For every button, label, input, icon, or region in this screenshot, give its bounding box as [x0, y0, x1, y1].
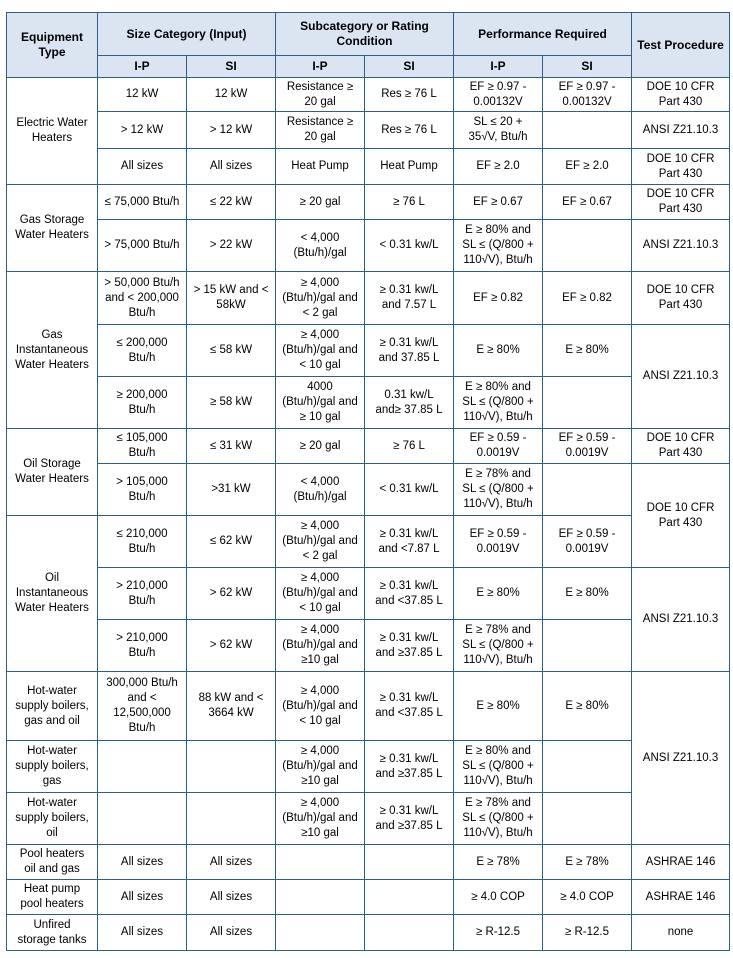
performance-si-cell: ≥ R-12.5: [543, 915, 632, 951]
subcategory-ip-cell: [276, 880, 365, 915]
table-row: [7, 272, 730, 325]
test-procedure-cell: DOE 10 CFR Part 430: [632, 272, 730, 325]
subcategory-ip-cell: ≥ 20 gal: [276, 185, 365, 220]
subcategory-ip-cell: ≥ 4,000 (Btu/h)/gal and < 2 gal: [276, 516, 365, 568]
size-si-cell: ≤ 31 kW: [187, 429, 276, 464]
subcategory-si-cell: < 0.31 kw/L: [365, 464, 454, 516]
subcategory-si-cell: ≥ 0.31 kw/L and 37.85 L: [365, 325, 454, 377]
table-row: [7, 620, 730, 672]
equipment-performance-table: [6, 12, 730, 951]
performance-ip-cell: E ≥ 80% and SL ≤ (Q/800 + 110√V), Btu/h: [454, 220, 543, 272]
test-procedure-cell: ANSI Z21.10.3: [632, 112, 730, 149]
size-ip-cell: > 210,000 Btu/h: [98, 568, 187, 620]
header-test-procedure: Test Procedure: [632, 13, 730, 78]
subcategory-si-cell: ≥ 0.31 kw/L and <37.85 L: [365, 672, 454, 741]
table-row: [7, 377, 730, 429]
size-si-cell: > 62 kW: [187, 620, 276, 672]
performance-ip-cell: EF ≥ 2.0: [454, 149, 543, 185]
header-size-si: SI: [187, 56, 276, 78]
subcategory-ip-cell: ≥ 20 gal: [276, 429, 365, 464]
test-procedure-cell: none: [632, 915, 730, 951]
header-perf-ip: I-P: [454, 56, 543, 78]
performance-ip-cell: E ≥ 80%: [454, 672, 543, 741]
performance-ip-cell: EF ≥ 0.59 - 0.0019V: [454, 516, 543, 568]
size-si-cell: >31 kW: [187, 464, 276, 516]
size-ip-cell: > 12 kW: [98, 112, 187, 149]
size-si-cell: > 62 kW: [187, 568, 276, 620]
size-ip-cell: > 75,000 Btu/h: [98, 220, 187, 272]
subcategory-si-cell: 0.31 kw/L and≥ 37.85 L: [365, 377, 454, 429]
table-row: [7, 429, 730, 464]
performance-si-cell: E ≥ 80%: [543, 568, 632, 620]
header-size-category: Size Category (Input): [98, 13, 276, 56]
performance-ip-cell: E ≥ 78% and SL ≤ (Q/800 + 110√V), Btu/h: [454, 464, 543, 516]
equipment-type-cell: Hot-water supply boilers, gas: [7, 741, 98, 793]
size-ip-cell: ≤ 105,000 Btu/h: [98, 429, 187, 464]
test-procedure-cell: ANSI Z21.10.3: [632, 220, 730, 272]
size-si-cell: All sizes: [187, 845, 276, 880]
performance-si-cell: [543, 377, 632, 429]
performance-ip-cell: E ≥ 80%: [454, 325, 543, 377]
table-row: [7, 325, 730, 377]
table-row: [7, 185, 730, 220]
subcategory-ip-cell: Resistance ≥ 20 gal: [276, 112, 365, 149]
table-row: [7, 516, 730, 568]
performance-si-cell: [543, 112, 632, 149]
subcategory-ip-cell: [276, 845, 365, 880]
subcategory-ip-cell: ≥ 4,000 (Btu/h)/gal and < 10 gal: [276, 568, 365, 620]
test-procedure-cell: DOE 10 CFR Part 430: [632, 429, 730, 464]
subcategory-ip-cell: ≥ 4,000 (Btu/h)/gal and ≥10 gal: [276, 741, 365, 793]
table-row: [7, 568, 730, 620]
size-si-cell: All sizes: [187, 915, 276, 951]
subcategory-si-cell: Res ≥ 76 L: [365, 78, 454, 112]
performance-ip-cell: E ≥ 80% and SL ≤ (Q/800 + 110√V), Btu/h: [454, 741, 543, 793]
performance-si-cell: EF ≥ 0.59 - 0.0019V: [543, 429, 632, 464]
size-ip-cell: 12 kW: [98, 78, 187, 112]
performance-si-cell: [543, 793, 632, 845]
table-row: [7, 464, 730, 516]
size-ip-cell: ≥ 200,000 Btu/h: [98, 377, 187, 429]
subcategory-ip-cell: ≥ 4,000 (Btu/h)/gal and < 10 gal: [276, 672, 365, 741]
subcategory-ip-cell: ≥ 4,000 (Btu/h)/gal and < 10 gal: [276, 325, 365, 377]
subcategory-si-cell: ≥ 0.31 kw/L and <37.85 L: [365, 568, 454, 620]
subcategory-si-cell: ≥ 0.31 kw/L and 7.57 L: [365, 272, 454, 325]
test-procedure-cell: DOE 10 CFR Part 430: [632, 464, 730, 568]
table-row: [7, 672, 730, 741]
subcategory-si-cell: ≥ 0.31 kw/L and ≥37.85 L: [365, 741, 454, 793]
size-ip-cell: All sizes: [98, 915, 187, 951]
subcategory-si-cell: ≥ 76 L: [365, 429, 454, 464]
test-procedure-cell: ANSI Z21.10.3: [632, 568, 730, 672]
subcategory-si-cell: Heat Pump: [365, 149, 454, 185]
performance-si-cell: E ≥ 80%: [543, 672, 632, 741]
subcategory-ip-cell: Heat Pump: [276, 149, 365, 185]
performance-ip-cell: E ≥ 80% and SL ≤ (Q/800 + 110√V), Btu/h: [454, 377, 543, 429]
size-si-cell: All sizes: [187, 149, 276, 185]
performance-ip-cell: ≥ 4.0 COP: [454, 880, 543, 915]
performance-si-cell: [543, 464, 632, 516]
subcategory-ip-cell: < 4,000 (Btu/h)/gal: [276, 220, 365, 272]
header-size-ip: I-P: [98, 56, 187, 78]
subcategory-ip-cell: Resistance ≥ 20 gal: [276, 78, 365, 112]
performance-si-cell: E ≥ 78%: [543, 845, 632, 880]
header-sub-si: SI: [365, 56, 454, 78]
equipment-type-cell: Hot-water supply boilers, oil: [7, 793, 98, 845]
subcategory-ip-cell: ≥ 4,000 (Btu/h)/gal and < 2 gal: [276, 272, 365, 325]
subcategory-ip-cell: < 4,000 (Btu/h)/gal: [276, 464, 365, 516]
size-ip-cell: ≤ 200,000 Btu/h: [98, 325, 187, 377]
table-row: [7, 149, 730, 185]
size-ip-cell: All sizes: [98, 845, 187, 880]
size-ip-cell: [98, 793, 187, 845]
performance-ip-cell: SL ≤ 20 + 35√V, Btu/h: [454, 112, 543, 149]
performance-si-cell: EF ≥ 0.59 - 0.0019V: [543, 516, 632, 568]
performance-ip-cell: E ≥ 78% and SL ≤ (Q/800 + 110√V), Btu/h: [454, 793, 543, 845]
performance-ip-cell: E ≥ 78%: [454, 845, 543, 880]
size-si-cell: ≥ 58 kW: [187, 377, 276, 429]
size-si-cell: ≤ 58 kW: [187, 325, 276, 377]
size-si-cell: 12 kW: [187, 78, 276, 112]
equipment-type-cell: Unfired storage tanks: [7, 915, 98, 951]
header-subcategory: Subcategory or Rating Condition: [276, 13, 454, 56]
table-row: [7, 112, 730, 149]
header-perf-si: SI: [543, 56, 632, 78]
size-si-cell: > 15 kW and < 58kW: [187, 272, 276, 325]
performance-si-cell: EF ≥ 0.97 - 0.00132V: [543, 78, 632, 112]
size-ip-cell: All sizes: [98, 149, 187, 185]
header-sub-ip: I-P: [276, 56, 365, 78]
size-si-cell: [187, 793, 276, 845]
subcategory-si-cell: < 0.31 kw/L: [365, 220, 454, 272]
performance-ip-cell: EF ≥ 0.82: [454, 272, 543, 325]
size-si-cell: All sizes: [187, 880, 276, 915]
table-row: [7, 220, 730, 272]
performance-si-cell: EF ≥ 0.82: [543, 272, 632, 325]
performance-ip-cell: ≥ R-12.5: [454, 915, 543, 951]
performance-si-cell: EF ≥ 0.67: [543, 185, 632, 220]
size-si-cell: [187, 741, 276, 793]
equipment-type-cell: Hot-water supply boilers, gas and oil: [7, 672, 98, 741]
table-row: [7, 793, 730, 845]
test-procedure-cell: DOE 10 CFR Part 430: [632, 149, 730, 185]
test-procedure-cell: ASHRAE 146: [632, 880, 730, 915]
table-row: [7, 845, 730, 880]
subcategory-si-cell: [365, 845, 454, 880]
size-ip-cell: All sizes: [98, 880, 187, 915]
size-si-cell: 88 kW and < 3664 kW: [187, 672, 276, 741]
equipment-type-cell: Oil Instantaneous Water Heaters: [7, 516, 98, 672]
subcategory-si-cell: ≥ 0.31 kw/L and <7.87 L: [365, 516, 454, 568]
performance-si-cell: [543, 620, 632, 672]
performance-si-cell: ≥ 4.0 COP: [543, 880, 632, 915]
test-procedure-cell: ANSI Z21.10.3: [632, 672, 730, 845]
size-ip-cell: [98, 741, 187, 793]
test-procedure-cell: DOE 10 CFR Part 430: [632, 78, 730, 112]
size-ip-cell: 300,000 Btu/h and < 12,500,000 Btu/h: [98, 672, 187, 741]
subcategory-si-cell: ≥ 0.31 kw/L and ≥37.85 L: [365, 793, 454, 845]
subcategory-si-cell: Res ≥ 76 L: [365, 112, 454, 149]
performance-ip-cell: E ≥ 78% and SL ≤ (Q/800 + 110√V), Btu/h: [454, 620, 543, 672]
header-performance: Performance Required: [454, 13, 632, 56]
size-ip-cell: ≤ 75,000 Btu/h: [98, 185, 187, 220]
performance-ip-cell: EF ≥ 0.97 - 0.00132V: [454, 78, 543, 112]
performance-si-cell: [543, 741, 632, 793]
table-row: [7, 741, 730, 793]
equipment-type-cell: Heat pump pool heaters: [7, 880, 98, 915]
equipment-type-cell: Gas Instantaneous Water Heaters: [7, 272, 98, 429]
size-si-cell: > 22 kW: [187, 220, 276, 272]
test-procedure-cell: DOE 10 CFR Part 430: [632, 185, 730, 220]
table-row: [7, 78, 730, 112]
subcategory-si-cell: ≥ 0.31 kw/L and ≥37.85 L: [365, 620, 454, 672]
equipment-type-cell: Gas Storage Water Heaters: [7, 185, 98, 272]
equipment-type-cell: Electric Water Heaters: [7, 78, 98, 185]
performance-ip-cell: EF ≥ 0.59 - 0.0019V: [454, 429, 543, 464]
equipment-type-cell: Pool heaters oil and gas: [7, 845, 98, 880]
equipment-type-cell: Oil Storage Water Heaters: [7, 429, 98, 516]
header-equipment-type: Equipment Type: [7, 13, 98, 78]
table-row: [7, 880, 730, 915]
subcategory-ip-cell: 4000 (Btu/h)/gal and ≥ 10 gal: [276, 377, 365, 429]
size-si-cell: ≤ 62 kW: [187, 516, 276, 568]
test-procedure-cell: ANSI Z21.10.3: [632, 325, 730, 429]
subcategory-ip-cell: ≥ 4,000 (Btu/h)/gal and ≥10 gal: [276, 793, 365, 845]
table-body: [7, 78, 730, 951]
size-si-cell: ≤ 22 kW: [187, 185, 276, 220]
subcategory-si-cell: [365, 915, 454, 951]
performance-ip-cell: EF ≥ 0.67: [454, 185, 543, 220]
subcategory-ip-cell: [276, 915, 365, 951]
performance-si-cell: E ≥ 80%: [543, 325, 632, 377]
size-si-cell: > 12 kW: [187, 112, 276, 149]
performance-si-cell: EF ≥ 2.0: [543, 149, 632, 185]
performance-si-cell: [543, 220, 632, 272]
subcategory-si-cell: ≥ 76 L: [365, 185, 454, 220]
size-ip-cell: > 210,000 Btu/h: [98, 620, 187, 672]
table-row: [7, 915, 730, 951]
subcategory-si-cell: [365, 880, 454, 915]
size-ip-cell: > 105,000 Btu/h: [98, 464, 187, 516]
performance-ip-cell: E ≥ 80%: [454, 568, 543, 620]
size-ip-cell: ≤ 210,000 Btu/h: [98, 516, 187, 568]
size-ip-cell: > 50,000 Btu/h and < 200,000 Btu/h: [98, 272, 187, 325]
subcategory-ip-cell: ≥ 4,000 (Btu/h)/gal and ≥10 gal: [276, 620, 365, 672]
test-procedure-cell: ASHRAE 146: [632, 845, 730, 880]
